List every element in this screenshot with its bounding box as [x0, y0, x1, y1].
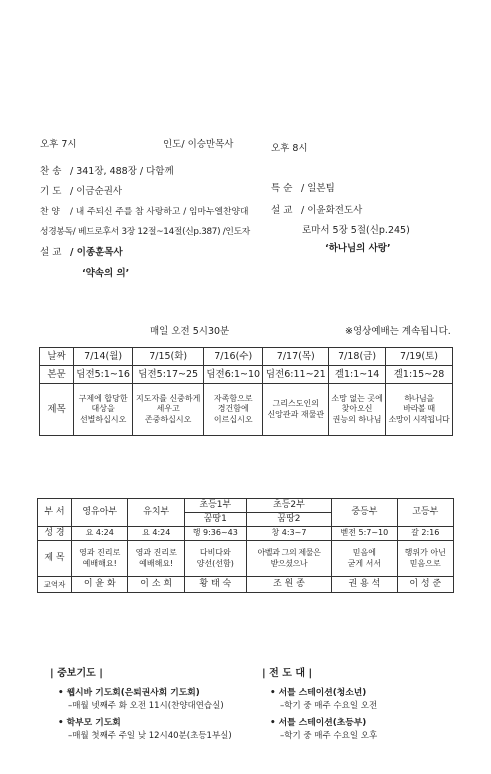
evening-right-time: 오후 8시: [271, 143, 308, 154]
order-item-prayer: [40, 183, 122, 197]
title-line: 믿음으로: [409, 558, 441, 568]
evangelism-title: | 전 도 대 |: [262, 668, 313, 679]
row-label-dept: 부 서: [38, 499, 72, 527]
dept-sub: 꿈땅1: [184, 513, 246, 527]
dept-text: 행 9:36~43: [184, 527, 246, 541]
date-cell: 7/15(화): [133, 348, 204, 366]
title-line: 믿음에: [352, 548, 376, 558]
dept-text: 요 4:24: [128, 527, 184, 541]
dept-sub: 꿈땅2: [246, 513, 332, 527]
dept-pastor: 이 소 희: [128, 577, 184, 593]
order-item-sermon: [40, 244, 123, 258]
order-item-hymn: [40, 163, 174, 177]
title-line: 행위가 아닌: [404, 548, 446, 558]
dept-name: 고등부: [397, 499, 454, 527]
title-line: 지도자를 신중하게: [135, 393, 201, 403]
text-cell: 딤전6:1~10: [204, 366, 263, 384]
dept-pastor: 권 용 석: [332, 577, 397, 593]
dept-text: 갈 2:16: [397, 527, 454, 541]
text-cell: 딤전5:17~25: [133, 366, 204, 384]
date-cell: 7/19(토): [386, 348, 453, 366]
dept-name: 중등부: [332, 499, 397, 527]
title-line: 세우고: [156, 404, 180, 414]
dept-text: 벧전 5:7~10: [332, 527, 397, 541]
order-value: / 베드로후서 3장 12절~14절(신p.387) /인도자: [72, 227, 250, 237]
order-value: / 341장, 488장 / 다함께: [70, 166, 174, 177]
date-cell: 7/16(수): [204, 348, 263, 366]
title-line: 선별하십시오: [79, 414, 127, 424]
title-line: 바라볼 때: [403, 404, 435, 414]
title-line: 그리스도인의: [272, 399, 319, 409]
dept-title: [332, 541, 397, 577]
dept-pastor: 조 원 종: [246, 577, 332, 593]
date-cell: 7/18(금): [329, 348, 386, 366]
evangelism-item-name: • 서틀 스테이션(초등부): [270, 718, 367, 728]
dept-text: 창 4:3~7: [246, 527, 332, 541]
row-label-title: 제 목: [38, 541, 72, 577]
dept-title: [128, 541, 184, 577]
order-label: 찬 양: [40, 207, 60, 217]
row-label-text: 본문: [40, 366, 74, 384]
title-cell: [204, 384, 263, 436]
dept-title: [397, 541, 454, 577]
title-line: 소망이 시작됩니다: [388, 414, 450, 424]
title-line: 받으셨으나: [270, 558, 308, 568]
title-line: 구제에 합당한: [78, 393, 128, 403]
dept-title: [72, 541, 128, 577]
dept-title: [184, 541, 246, 577]
row-label-date: 날짜: [40, 348, 74, 366]
title-line: 신앙관과 재물관: [267, 409, 325, 419]
order-value: / 일본팀: [301, 183, 335, 194]
evangelism-item-name: • 서틀 스테이션(청소년): [270, 688, 367, 698]
title-line: 이르십시오: [213, 414, 253, 424]
date-cell: 7/14(월): [74, 348, 133, 366]
table-row: [40, 384, 453, 436]
title-line: 예배해요!: [139, 558, 174, 568]
title-line: 대상을: [91, 404, 115, 414]
row-label-pastor: 교역자: [38, 577, 72, 593]
dept-name: 영유아부: [72, 499, 128, 527]
order-value: / 이종훈목사: [70, 247, 123, 258]
department-table: [37, 498, 454, 593]
order-value: / 이윤화전도사: [301, 205, 363, 216]
evangelism-item-detail: –학기 중 매주 수요일 오후: [280, 731, 378, 741]
evening-left-time: 오후 7시: [40, 139, 77, 150]
table-row: [40, 348, 453, 366]
title-cell: [263, 384, 329, 436]
text-cell: 딤전6:11~21: [263, 366, 329, 384]
dept-title: [246, 541, 332, 577]
sermon-title-left: ‘약속의 의’: [82, 268, 130, 279]
title-line: 영과 진리로: [79, 548, 121, 558]
scripture-right: 로마서 5장 5절(신p.245): [302, 225, 410, 236]
text-cell: 겔1:15~28: [386, 366, 453, 384]
table-row: [38, 577, 454, 593]
order-label: 성경봉독: [40, 227, 73, 237]
order-label: 찬 송: [40, 166, 62, 177]
dept-pastor: 이 윤 화: [72, 577, 128, 593]
title-line: 굳게 서서: [347, 558, 382, 568]
title-line: 영과 진리로: [135, 548, 177, 558]
prayer-item-name: • 학부모 기도회: [58, 718, 121, 728]
date-cell: 7/17(목): [263, 348, 329, 366]
evening-left-leader: 인도/ 이승만목사: [163, 139, 234, 150]
table-row: [40, 366, 453, 384]
order-label: 특 순: [271, 183, 293, 194]
order-item-special: [271, 180, 335, 194]
dept-name: 초등1부: [184, 499, 246, 513]
title-line: 찾아오신: [341, 404, 373, 414]
order-value: / 내 주되신 주를 참 사랑하고 / 임마누엘찬양대: [70, 207, 249, 217]
order-item-scripture: [40, 224, 250, 237]
dept-pastor: 이 성 준: [397, 577, 454, 593]
title-line: 예배해요!: [82, 558, 117, 568]
row-label-text: 성 경: [38, 527, 72, 541]
order-item-sermon-right: [271, 202, 362, 216]
dawn-schedule-table: [39, 347, 453, 436]
title-line: 양선(선함): [196, 558, 234, 568]
title-line: 아벨과 그의 제물은: [257, 548, 321, 558]
title-line: 소망 없는 곳에: [331, 393, 383, 403]
title-line: 권능의 하나님: [332, 414, 382, 424]
text-cell: 겔1:1~14: [329, 366, 386, 384]
title-cell: [386, 384, 453, 436]
title-line: 하나님을: [404, 393, 434, 403]
title-cell: [329, 384, 386, 436]
dawn-heading: 매일 오전 5시30분: [150, 326, 230, 337]
title-line: 자족함으로: [213, 393, 253, 403]
prayer-title: | 중보기도 |: [50, 668, 103, 679]
title-cell: [133, 384, 204, 436]
order-label: 설 교: [40, 247, 62, 258]
dawn-note: ※영상예배는 계속됩니다.: [345, 326, 451, 337]
prayer-item-name: • 웹시바 기도회(은퇴권사회 기도회): [58, 688, 200, 698]
title-line: 경건함에: [217, 404, 249, 414]
dept-pastor: 황 태 숙: [184, 577, 246, 593]
title-line: 다비다와: [199, 548, 231, 558]
order-label: 기 도: [40, 186, 62, 197]
table-row: [38, 527, 454, 541]
table-row: [38, 541, 454, 577]
evangelism-item-detail: –학기 중 매주 수요일 오전: [280, 701, 378, 711]
row-label-title: 제목: [40, 384, 74, 436]
text-cell: 딤전5:1~16: [74, 366, 133, 384]
prayer-item-detail: –매월 첫째주 주일 낮 12시40분(초등1부실): [68, 731, 232, 741]
title-cell: [74, 384, 133, 436]
order-label: 설 교: [271, 205, 293, 216]
title-line: 존중하십시오: [144, 414, 192, 424]
table-row: [38, 499, 454, 513]
order-item-praise: [40, 204, 248, 217]
prayer-item-detail: –매월 넷째주 화 오전 11시(찬양대연습실): [68, 701, 224, 711]
dept-name: 유치부: [128, 499, 184, 527]
order-value: / 이금순권사: [70, 186, 123, 197]
dept-name: 초등2부: [246, 499, 332, 513]
dept-text: 요 4:24: [72, 527, 128, 541]
sermon-title-right: ‘하나님의 사랑’: [325, 243, 391, 254]
